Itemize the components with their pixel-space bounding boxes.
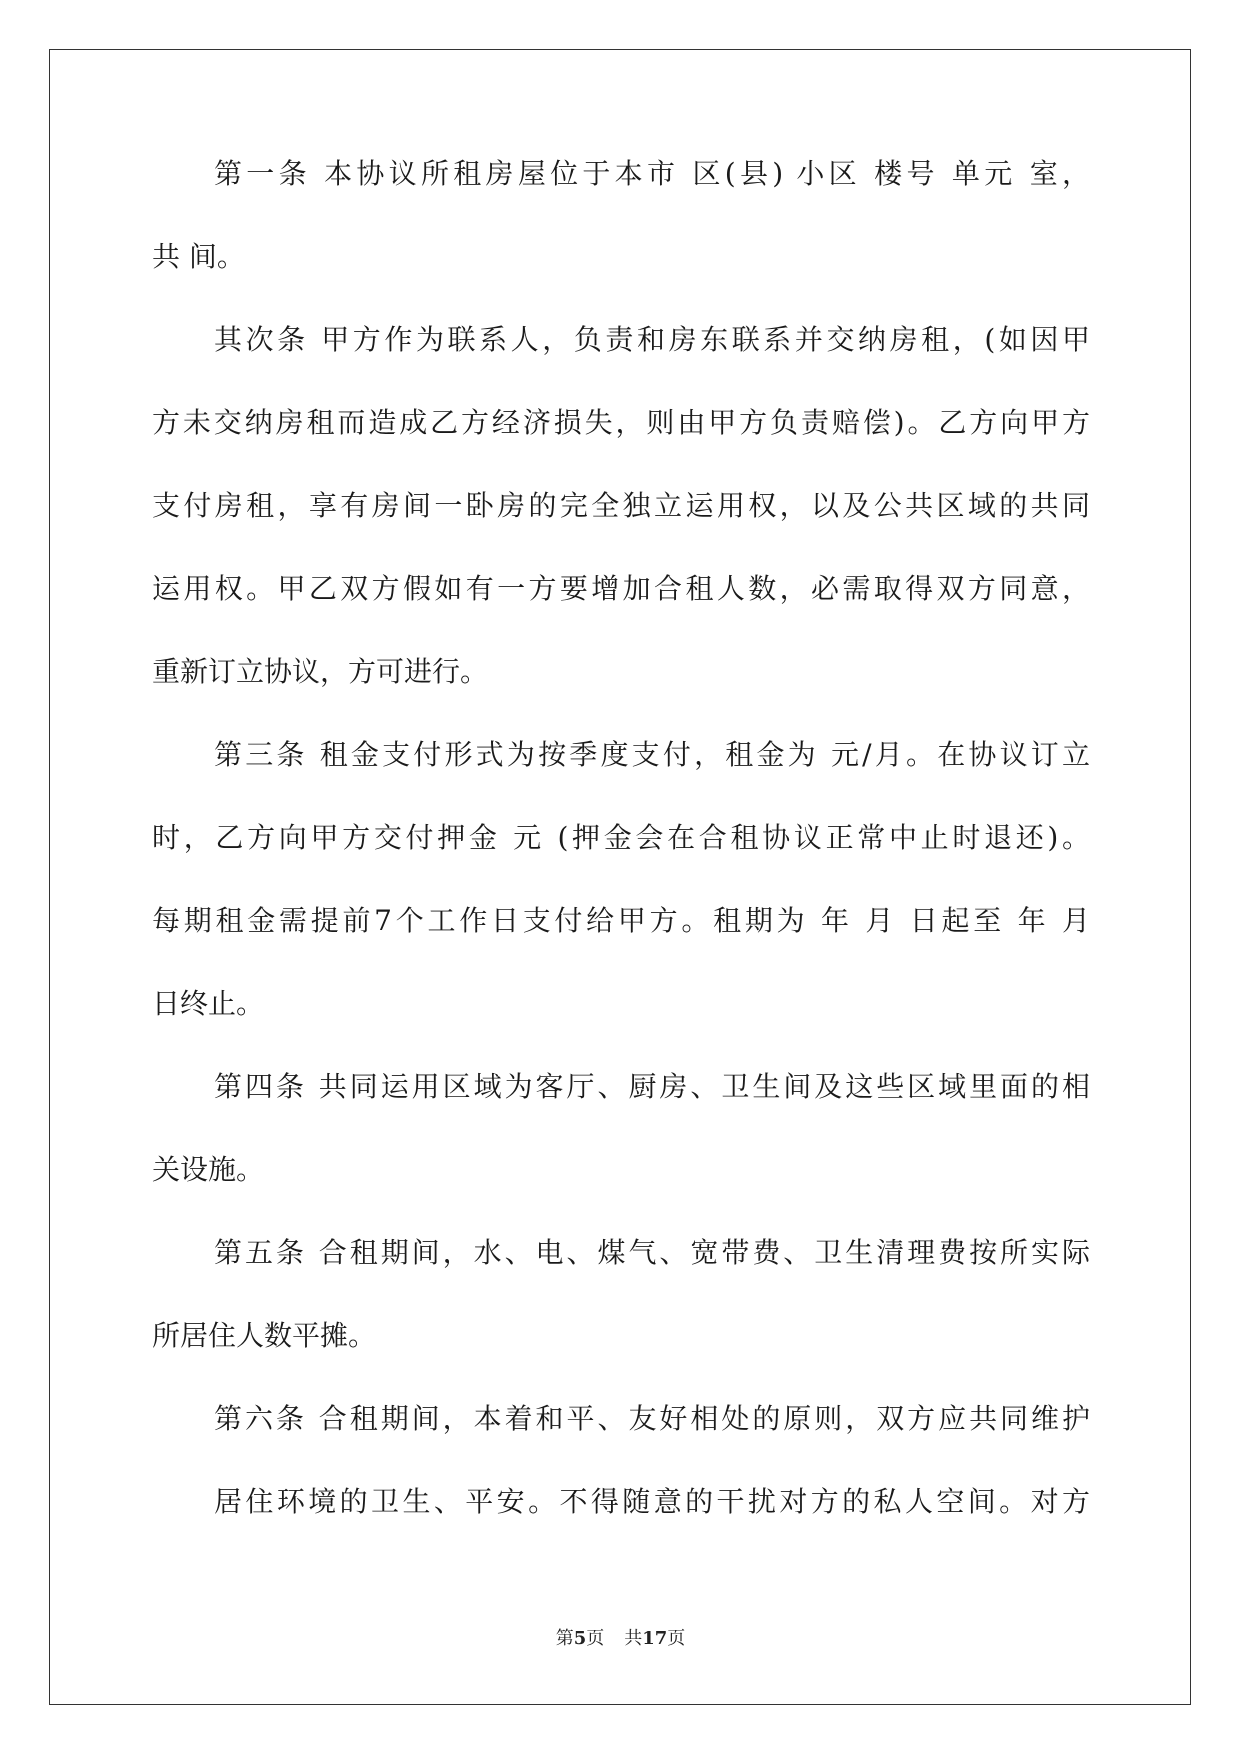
total-suffix: 页 <box>667 1628 686 1649</box>
paragraph-line: 共 间。 <box>152 240 245 273</box>
paragraph-line: 第五条 合租期间，水、电、煤气、宽带费、卫生清理费按所实际 <box>214 1236 1090 1269</box>
paragraph-line: 第一条 本协议所租房屋位于本市 区(县) 小区 楼号 单元 室， <box>214 157 1090 190</box>
paragraph-line: 每期租金需提前7个工作日支付给甲方。租期为 年 月 日起至 年 月 <box>152 904 1090 937</box>
paragraph-line: 关设施。 <box>152 1153 265 1186</box>
paragraph-line: 居住环境的卫生、平安。不得随意的干扰对方的私人空间。对方 <box>214 1485 1090 1518</box>
paragraph-line: 方未交纳房租而造成乙方经济损失，则由甲方负责赔偿)。乙方向甲方 <box>152 406 1090 439</box>
page-prefix: 第 <box>555 1628 574 1649</box>
paragraph-line: 其次条 甲方作为联系人，负责和房东联系并交纳房租，(如因甲 <box>214 323 1090 356</box>
total-prefix: 共 <box>624 1628 643 1649</box>
page-footer <box>0 1624 1241 1650</box>
page-number: 5 <box>573 1628 587 1649</box>
paragraph-line: 第四条 共同运用区域为客厅、厨房、卫生间及这些区域里面的相 <box>214 1070 1090 1103</box>
paragraph-line: 运用权。甲乙双方假如有一方要增加合租人数，必需取得双方同意， <box>152 572 1090 605</box>
paragraph-line: 日终止。 <box>152 987 265 1020</box>
paragraph-line: 第六条 合租期间，本着和平、友好相处的原则，双方应共同维护 <box>214 1402 1090 1435</box>
page-suffix: 页 <box>586 1628 605 1649</box>
paragraph-line: 支付房租，享有房间一卧房的完全独立运用权，以及公共区域的共同 <box>152 489 1090 522</box>
paragraph-line: 时，乙方向甲方交付押金 元 (押金会在合租协议正常中止时退还)。 <box>152 821 1090 854</box>
paragraph-line: 重新订立协议，方可进行。 <box>152 655 489 688</box>
paragraph-line: 所居住人数平摊。 <box>152 1319 377 1352</box>
document-body <box>152 157 1090 1571</box>
paragraph-line: 第三条 租金支付形式为按季度支付，租金为 元/月。在协议订立 <box>214 738 1090 771</box>
total-pages: 17 <box>642 1628 668 1649</box>
